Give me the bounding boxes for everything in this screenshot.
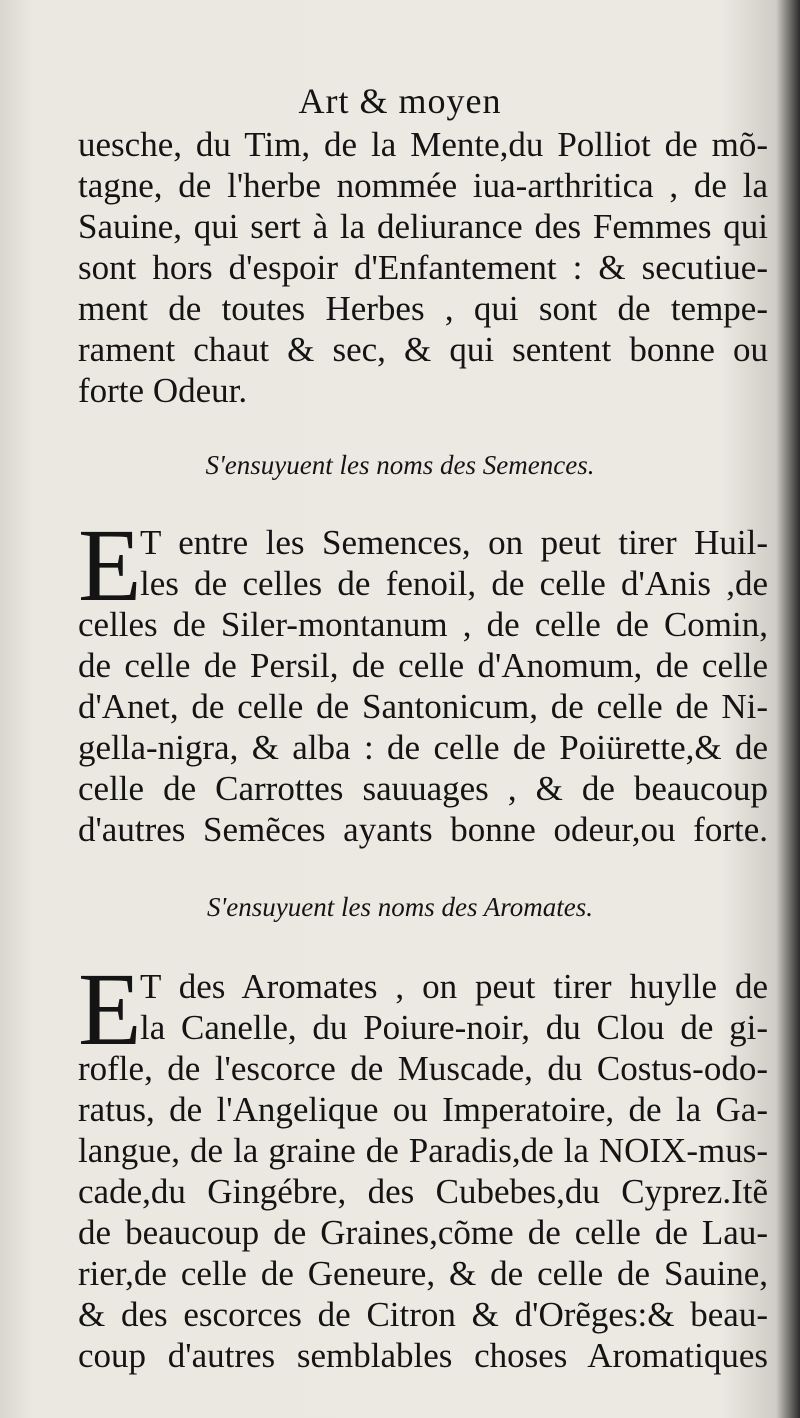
text-line: coup d'autres semblables choses Aromatiques xyxy=(78,1336,768,1375)
text-line: langue, de la graine de Paradis,de la NOIX-mus- xyxy=(78,1131,768,1170)
drop-cap: E xyxy=(78,508,142,623)
drop-cap: E xyxy=(78,952,142,1067)
paragraph-herbs xyxy=(78,124,768,411)
text-line: T entre les Semences, on peut tirer Huil- xyxy=(140,523,768,562)
text-line: tagne, de l'herbe nommée iua-arthritica , de la xyxy=(78,166,768,205)
text-line: rofle, de l'escorce de Muscade, du Costus-odo- xyxy=(78,1049,768,1088)
text-line: gella-nigra, & alba : de celle de Poiürette,& de xyxy=(78,728,768,767)
text-line: forte Odeur. xyxy=(78,371,248,410)
section-heading-semences: S'ensuyuent les noms des Semences. xyxy=(205,450,595,480)
text-line: celles de Siler-montanum , de celle de Comin, xyxy=(78,605,768,644)
text-line: uesche, du Tim, de la Mente,du Polliot de mõ- xyxy=(78,125,768,164)
text-line: d'Anet, de celle de Santonicum, de celle de Ni- xyxy=(78,687,768,726)
text-line: ratus, de l'Angelique ou Imperatoire, de la Ga- xyxy=(78,1090,768,1129)
text-line: ment de toutes Herbes , qui sont de tempe- xyxy=(78,289,768,328)
section-heading-aromates: S'ensuyuent les noms des Aromates. xyxy=(207,892,593,922)
text-line: Sauine, qui sert à la deliurance des Femmes qui xyxy=(78,207,768,246)
text-line: rier,de celle de Geneure, & de celle de Sauine, xyxy=(78,1254,768,1293)
text-line: de celle de Persil, de celle d'Anomum, de celle xyxy=(78,646,768,685)
text-line: rament chaut & sec, & qui sentent bonne ou xyxy=(78,330,768,369)
paragraph-semences xyxy=(78,508,768,850)
text-line: de beaucoup de Graines,cõme de celle de Lau- xyxy=(78,1213,768,1252)
text-line: celle de Carrottes sauuages , & de beaucoup xyxy=(78,769,768,808)
text-line: cade,du Gingébre, des Cubebes,du Cyprez.Itẽ xyxy=(78,1172,768,1211)
paragraph-aromates xyxy=(78,952,768,1376)
text-line: d'autres Semẽces ayants bonne odeur,ou forte. xyxy=(78,810,768,849)
text-line: la Canelle, du Poiure-noir, du Clou de gi- xyxy=(140,1008,768,1047)
text-line: & des escorces de Citron & d'Orẽges:& beau- xyxy=(78,1295,768,1334)
running-head: Art & moyen xyxy=(298,81,502,121)
text-line: T des Aromates , on peut tirer huylle de xyxy=(140,967,768,1006)
text-line: sont hors d'espoir d'Enfantement : & secutiue- xyxy=(78,248,768,287)
text-line: les de celles de fenoil, de celle d'Anis ,de xyxy=(140,564,768,603)
